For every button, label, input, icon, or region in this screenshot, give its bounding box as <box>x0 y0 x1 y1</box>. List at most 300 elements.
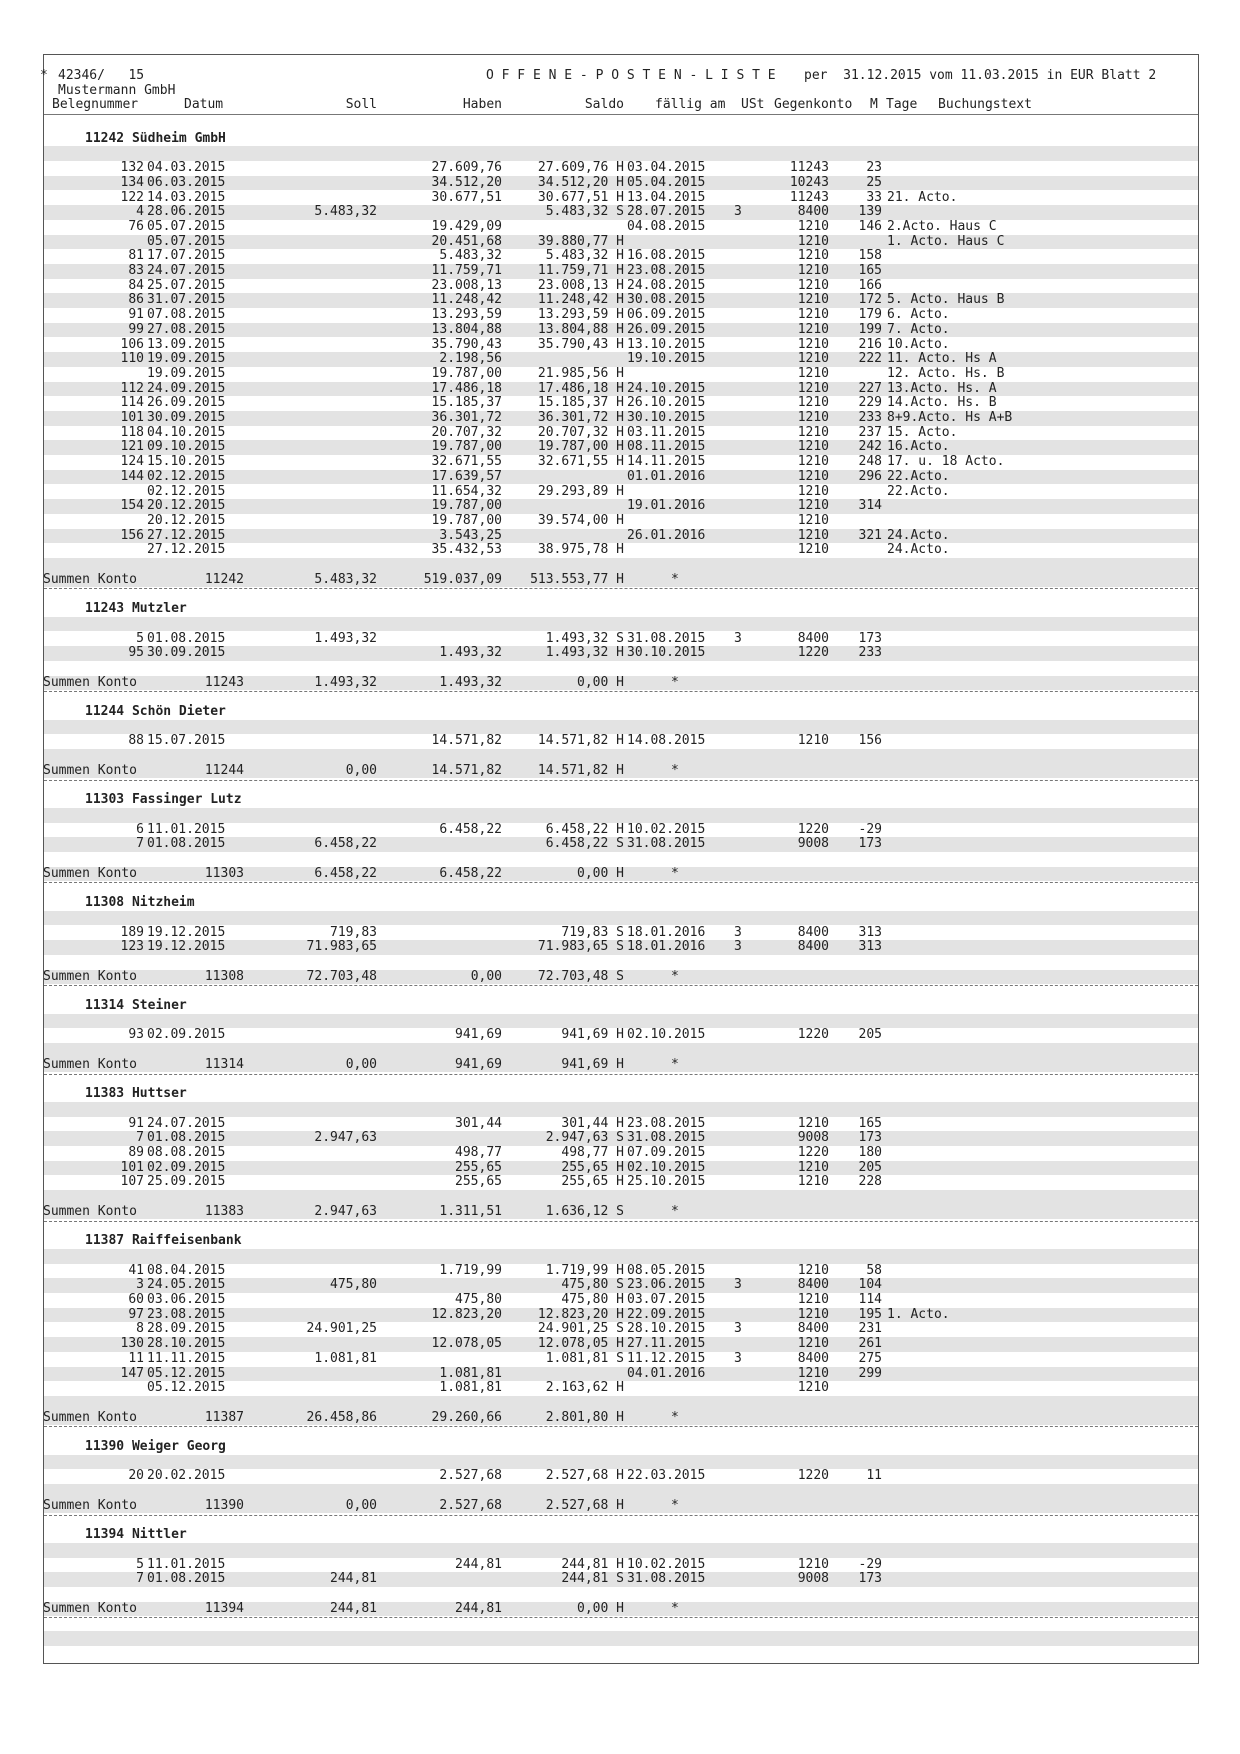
header-mark: * <box>40 68 48 83</box>
cell-datum: 11.01.2015 <box>147 821 226 837</box>
cell-datum: 11.11.2015 <box>147 1350 226 1366</box>
cell-gegenkonto: 1210 <box>797 1174 829 1190</box>
cell-beleg: 93 <box>128 1027 144 1043</box>
report-sheet <box>40 54 1199 1664</box>
cell-haben: 12.823,20 <box>431 1306 502 1322</box>
cell-beleg: 101 <box>120 410 144 425</box>
header-rule <box>44 114 1198 115</box>
cell-gegenkonto: 8400 <box>797 630 829 646</box>
cell-faellig: 28.07.2015 <box>627 204 706 220</box>
account-title: 11387 Raiffeisenbank <box>85 1233 242 1249</box>
cell-datum: 27.12.2015 <box>147 542 226 558</box>
cell-saldo: 11.248,42 H <box>537 292 624 308</box>
cell-saldo: 35.790,43 H <box>537 336 624 352</box>
cell-text: 1. Acto. <box>887 1306 950 1322</box>
cell-text: 1. Acto. Haus C <box>887 233 1005 249</box>
cell-saldo: 475,80 S <box>561 1277 624 1293</box>
cell-haben: 13.293,59 <box>431 307 502 323</box>
sum-star: * <box>671 1056 679 1072</box>
cell-datum: 01.08.2015 <box>147 1130 226 1146</box>
cell-soll: 71.983,65 <box>306 939 377 955</box>
cell-beleg: 107 <box>120 1174 144 1190</box>
cell-tage: 165 <box>858 1115 882 1131</box>
sum-konto: 11394 <box>204 1600 244 1616</box>
sum-haben: 519.037,09 <box>423 571 502 587</box>
cell-text: 13.Acto. Hs. A <box>887 380 997 396</box>
sum-saldo: 0,00 H <box>577 865 624 881</box>
sum-saldo: 0,00 H <box>577 1600 624 1616</box>
cell-haben: 20.451,68 <box>431 233 502 249</box>
cell-datum: 25.09.2015 <box>147 1174 226 1190</box>
cell-tage: 261 <box>858 1336 882 1352</box>
cell-haben: 244,81 <box>455 1556 502 1572</box>
cell-datum: 23.08.2015 <box>147 1306 226 1322</box>
cell-beleg: 124 <box>120 454 144 470</box>
cell-saldo: 255,65 H <box>561 1174 624 1190</box>
sum-star: * <box>671 571 679 587</box>
cell-text: 6. Acto. <box>887 307 950 323</box>
cell-text: 22.Acto. <box>887 468 950 484</box>
cell-saldo: 21.985,56 H <box>537 365 624 381</box>
cell-gegenkonto: 1210 <box>797 542 829 558</box>
cell-tage: 275 <box>858 1350 882 1366</box>
cell-datum: 13.09.2015 <box>147 336 226 352</box>
cell-faellig: 30.08.2015 <box>627 292 706 308</box>
cell-datum: 15.10.2015 <box>147 454 226 470</box>
cell-faellig: 08.05.2015 <box>627 1262 706 1278</box>
cell-text: 24.Acto. <box>887 527 950 543</box>
account-separator <box>44 985 1198 986</box>
cell-gegenkonto: 1210 <box>797 1556 829 1572</box>
account-separator <box>44 1074 1198 1075</box>
cell-datum: 02.09.2015 <box>147 1027 226 1043</box>
sum-label: Summen Konto <box>43 571 137 587</box>
cell-tage: 23 <box>866 160 882 176</box>
cell-tage: 231 <box>858 1321 882 1337</box>
sum-haben: 941,69 <box>455 1056 502 1072</box>
cell-gegenkonto: 11243 <box>789 189 829 205</box>
cell-haben: 35.432,53 <box>431 542 502 558</box>
cell-beleg: 144 <box>120 468 144 484</box>
sum-label: Summen Konto <box>43 1056 137 1072</box>
cell-faellig: 18.01.2016 <box>627 924 706 940</box>
cell-beleg: 121 <box>120 439 144 455</box>
cell-ust: 3 <box>734 1321 742 1337</box>
cell-beleg: 156 <box>120 527 144 543</box>
cell-haben: 36.301,72 <box>431 410 502 425</box>
cell-gegenkonto: 1210 <box>797 307 829 323</box>
cell-datum: 28.09.2015 <box>147 1321 226 1337</box>
sum-soll: 0,00 <box>345 1056 377 1072</box>
cell-faellig: 14.08.2015 <box>627 733 706 749</box>
cell-faellig: 10.02.2015 <box>627 821 706 837</box>
sum-star: * <box>671 968 679 984</box>
cell-faellig: 26.09.2015 <box>627 321 706 337</box>
cell-gegenkonto: 1210 <box>797 424 829 440</box>
cell-datum: 20.12.2015 <box>147 498 226 514</box>
cell-tage: -29 <box>858 1556 882 1572</box>
cell-datum: 28.06.2015 <box>147 204 226 220</box>
cell-beleg: 41 <box>128 1262 144 1278</box>
cell-datum: 14.03.2015 <box>147 189 226 205</box>
sum-label: Summen Konto <box>43 1409 137 1425</box>
cell-datum: 01.08.2015 <box>147 836 226 852</box>
sum-star: * <box>671 865 679 881</box>
sum-label: Summen Konto <box>43 674 137 690</box>
cell-datum: 19.09.2015 <box>147 365 226 381</box>
sum-soll: 72.703,48 <box>306 968 377 984</box>
cell-faellig: 11.12.2015 <box>627 1350 706 1366</box>
cell-haben: 11.654,32 <box>431 483 502 499</box>
cell-haben: 3.543,25 <box>439 527 502 543</box>
sum-label: Summen Konto <box>43 1600 137 1616</box>
cell-saldo: 498,77 H <box>561 1145 624 1160</box>
cell-beleg: 189 <box>120 924 144 940</box>
cell-datum: 27.12.2015 <box>147 527 226 543</box>
cell-beleg: 7 <box>136 1130 144 1146</box>
cell-faellig: 24.08.2015 <box>627 277 706 293</box>
cell-beleg: 20 <box>128 1468 144 1484</box>
cell-text: 11. Acto. Hs A <box>887 351 997 367</box>
cell-saldo: 1.081,81 S <box>545 1350 624 1366</box>
cell-saldo: 6.458,22 H <box>545 821 624 837</box>
cell-tage: 146 <box>858 218 882 234</box>
row-stripe <box>44 1014 1198 1029</box>
cell-beleg: 86 <box>128 292 144 308</box>
cell-haben: 17.639,57 <box>431 468 502 484</box>
account-separator <box>44 588 1198 589</box>
cell-faellig: 04.08.2015 <box>627 218 706 234</box>
sum-star: * <box>671 674 679 690</box>
cell-haben: 2.527,68 <box>439 1468 502 1484</box>
account-title: 11314 Steiner <box>85 998 187 1013</box>
cell-saldo: 475,80 H <box>561 1292 624 1307</box>
cell-saldo: 32.671,55 H <box>537 454 624 470</box>
cell-datum: 02.09.2015 <box>147 1159 226 1175</box>
cell-gegenkonto: 1210 <box>797 1380 829 1396</box>
cell-haben: 23.008,13 <box>431 277 502 293</box>
cell-faellig: 31.08.2015 <box>627 630 706 646</box>
cell-datum: 24.09.2015 <box>147 380 226 396</box>
cell-haben: 14.571,82 <box>431 733 502 749</box>
cell-datum: 01.08.2015 <box>147 630 226 646</box>
client-number: 42346/ 15 <box>58 68 145 83</box>
row-stripe <box>44 1396 1198 1411</box>
cell-saldo: 5.483,32 H <box>545 248 624 264</box>
cell-saldo: 30.677,51 H <box>537 189 624 205</box>
cell-beleg: 83 <box>128 263 144 278</box>
cell-tage: 172 <box>858 292 882 308</box>
cell-faellig: 30.10.2015 <box>627 410 706 425</box>
cell-tage: 233 <box>858 410 882 425</box>
cell-gegenkonto: 8400 <box>797 1277 829 1293</box>
col-saldo: Saldo <box>584 97 624 112</box>
sum-saldo: 14.571,82 H <box>537 762 624 778</box>
cell-saldo: 719,83 S <box>561 924 624 940</box>
cell-text: 22.Acto. <box>887 483 950 499</box>
cell-gegenkonto: 1210 <box>797 336 829 352</box>
cell-tage: 11 <box>866 1468 882 1484</box>
cell-gegenkonto: 9008 <box>797 836 829 852</box>
sum-konto: 11243 <box>204 674 244 690</box>
cell-saldo: 1.493,32 S <box>545 630 624 646</box>
cell-gegenkonto: 1210 <box>797 1159 829 1175</box>
cell-datum: 30.09.2015 <box>147 645 226 661</box>
cell-beleg: 154 <box>120 498 144 514</box>
cell-beleg: 99 <box>128 321 144 337</box>
cell-tage: 227 <box>858 380 882 396</box>
cell-gegenkonto: 1210 <box>797 218 829 234</box>
cell-text: 12. Acto. Hs. B <box>887 365 1005 381</box>
account-title: 11390 Weiger Georg <box>85 1439 226 1454</box>
cell-gegenkonto: 1210 <box>797 1365 829 1381</box>
sum-soll: 0,00 <box>345 762 377 778</box>
cell-ust: 3 <box>734 939 742 955</box>
cell-saldo: 2.163,62 H <box>545 1380 624 1396</box>
account-title: 11243 Mutzler <box>85 601 187 617</box>
cell-datum: 04.03.2015 <box>147 160 226 176</box>
cell-ust: 3 <box>734 204 742 220</box>
sum-star: * <box>671 1497 679 1513</box>
sum-star: * <box>671 1409 679 1425</box>
cell-gegenkonto: 8400 <box>797 1350 829 1366</box>
cell-faellig: 25.10.2015 <box>627 1174 706 1190</box>
cell-tage: 229 <box>858 395 882 411</box>
cell-tage: 242 <box>858 439 882 455</box>
cell-haben: 11.248,42 <box>431 292 502 308</box>
sum-soll: 244,81 <box>330 1600 377 1616</box>
cell-datum: 06.03.2015 <box>147 174 226 190</box>
cell-text: 17. u. 18 Acto. <box>887 454 1005 470</box>
cell-faellig: 19.10.2015 <box>627 351 706 367</box>
cell-datum: 05.07.2015 <box>147 218 226 234</box>
cell-haben: 32.671,55 <box>431 454 502 470</box>
cell-saldo: 38.975,78 H <box>537 542 624 558</box>
sum-konto: 11314 <box>204 1056 244 1072</box>
cell-datum: 17.07.2015 <box>147 248 226 264</box>
cell-gegenkonto: 1210 <box>797 410 829 425</box>
cell-faellig: 03.04.2015 <box>627 160 706 176</box>
cell-tage: 25 <box>866 174 882 190</box>
cell-faellig: 23.08.2015 <box>627 1115 706 1131</box>
sum-haben: 6.458,22 <box>439 865 502 881</box>
cell-datum: 05.12.2015 <box>147 1380 226 1396</box>
cell-gegenkonto: 8400 <box>797 1321 829 1337</box>
cell-gegenkonto: 8400 <box>797 204 829 220</box>
cell-gegenkonto: 1210 <box>797 1336 829 1352</box>
cell-gegenkonto: 1220 <box>797 1145 829 1160</box>
cell-beleg: 8 <box>136 1321 144 1337</box>
account-title: 11242 Südheim GmbH <box>85 130 226 146</box>
cell-tage: 139 <box>858 204 882 220</box>
cell-beleg: 118 <box>120 424 144 440</box>
cell-faellig: 24.10.2015 <box>627 380 706 396</box>
sum-haben: 2.527,68 <box>439 1497 502 1513</box>
cell-datum: 07.08.2015 <box>147 307 226 323</box>
cell-beleg: 130 <box>120 1336 144 1352</box>
cell-soll: 5.483,32 <box>314 204 377 220</box>
cell-tage: 313 <box>858 924 882 940</box>
cell-beleg: 89 <box>128 1145 144 1160</box>
cell-gegenkonto: 1210 <box>797 527 829 543</box>
cell-text: 8+9.Acto. Hs A+B <box>887 410 1013 425</box>
cell-saldo: 14.571,82 H <box>537 733 624 749</box>
cell-gegenkonto: 1210 <box>797 263 829 278</box>
report-info: per 31.12.2015 vom 11.03.2015 in EUR Blatt 2 <box>804 68 1157 83</box>
row-stripe <box>44 1631 1198 1646</box>
cell-gegenkonto: 1210 <box>797 1115 829 1131</box>
cell-soll: 244,81 <box>330 1571 377 1587</box>
cell-tage: 228 <box>858 1174 882 1190</box>
cell-saldo: 941,69 H <box>561 1027 624 1043</box>
cell-faellig: 16.08.2015 <box>627 248 706 264</box>
cell-haben: 13.804,88 <box>431 321 502 337</box>
cell-faellig: 30.10.2015 <box>627 645 706 661</box>
row-stripe <box>44 146 1198 161</box>
report-title: O F F E N E - P O S T E N - L I S T E <box>486 68 776 83</box>
cell-tage: 166 <box>858 277 882 293</box>
cell-ust: 3 <box>734 1277 742 1293</box>
account-title: 11308 Nitzheim <box>85 895 195 911</box>
cell-gegenkonto: 1210 <box>797 483 829 499</box>
cell-faellig: 02.10.2015 <box>627 1027 706 1043</box>
cell-tage: 199 <box>858 321 882 337</box>
cell-soll: 719,83 <box>330 924 377 940</box>
row-stripe <box>44 558 1198 573</box>
cell-faellig: 31.08.2015 <box>627 836 706 852</box>
cell-haben: 5.483,32 <box>439 248 502 264</box>
cell-faellig: 27.11.2015 <box>627 1336 706 1352</box>
cell-gegenkonto: 1220 <box>797 1468 829 1484</box>
cell-datum: 05.07.2015 <box>147 233 226 249</box>
cell-gegenkonto: 1210 <box>797 439 829 455</box>
cell-faellig: 26.10.2015 <box>627 395 706 411</box>
cell-gegenkonto: 1210 <box>797 498 829 514</box>
cell-gegenkonto: 1210 <box>797 380 829 396</box>
cell-gegenkonto: 1210 <box>797 512 829 528</box>
sum-haben: 1.493,32 <box>439 674 502 690</box>
cell-gegenkonto: 1220 <box>797 821 829 837</box>
cell-gegenkonto: 11243 <box>789 160 829 176</box>
sum-soll: 1.493,32 <box>314 674 377 690</box>
sum-star: * <box>671 1600 679 1616</box>
cell-haben: 2.198,56 <box>439 351 502 367</box>
cell-datum: 05.12.2015 <box>147 1365 226 1381</box>
cell-beleg: 147 <box>120 1365 144 1381</box>
cell-haben: 498,77 <box>455 1145 502 1160</box>
cell-tage: 233 <box>858 645 882 661</box>
cell-text: 15. Acto. <box>887 424 958 440</box>
cell-faellig: 23.08.2015 <box>627 263 706 278</box>
row-stripe <box>44 1455 1198 1470</box>
sum-konto: 11303 <box>204 865 244 881</box>
cell-faellig: 05.04.2015 <box>627 174 706 190</box>
cell-gegenkonto: 1210 <box>797 733 829 749</box>
sum-haben: 244,81 <box>455 1600 502 1616</box>
cell-saldo: 29.293,89 H <box>537 483 624 499</box>
col-haben: Haben <box>462 97 502 112</box>
cell-saldo: 39.574,00 H <box>537 512 624 528</box>
cell-gegenkonto: 1210 <box>797 233 829 249</box>
cell-beleg: 106 <box>120 336 144 352</box>
cell-beleg: 101 <box>120 1159 144 1175</box>
account-separator <box>44 780 1198 781</box>
cell-faellig: 07.09.2015 <box>627 1145 706 1160</box>
cell-saldo: 39.880,77 H <box>537 233 624 249</box>
cell-tage: 158 <box>858 248 882 264</box>
cell-haben: 941,69 <box>455 1027 502 1043</box>
sum-konto: 11308 <box>204 968 244 984</box>
cell-beleg: 4 <box>136 204 144 220</box>
cell-gegenkonto: 8400 <box>797 924 829 940</box>
cell-faellig: 06.09.2015 <box>627 307 706 323</box>
cell-beleg: 3 <box>136 1277 144 1293</box>
col-soll: Soll <box>345 97 377 112</box>
cell-faellig: 14.11.2015 <box>627 454 706 470</box>
cell-beleg: 5 <box>136 630 144 646</box>
cell-faellig: 22.09.2015 <box>627 1306 706 1322</box>
cell-beleg: 84 <box>128 277 144 293</box>
cell-datum: 24.07.2015 <box>147 263 226 278</box>
cell-beleg: 60 <box>128 1292 144 1307</box>
sum-konto: 11387 <box>204 1409 244 1425</box>
cell-haben: 15.185,37 <box>431 395 502 411</box>
sum-konto: 11383 <box>204 1203 244 1219</box>
account-separator <box>44 882 1198 883</box>
col-ust: USt <box>741 97 765 112</box>
cell-datum: 19.09.2015 <box>147 351 226 367</box>
cell-tage: 248 <box>858 454 882 470</box>
cell-haben: 27.609,76 <box>431 160 502 176</box>
cell-saldo: 34.512,20 H <box>537 174 624 190</box>
cell-text: 16.Acto. <box>887 439 950 455</box>
cell-haben: 17.486,18 <box>431 380 502 396</box>
row-stripe <box>44 911 1198 926</box>
cell-saldo: 244,81 H <box>561 1556 624 1572</box>
cell-faellig: 02.10.2015 <box>627 1159 706 1175</box>
cell-beleg: 91 <box>128 307 144 323</box>
cell-text: 24.Acto. <box>887 542 950 558</box>
cell-faellig: 31.08.2015 <box>627 1571 706 1587</box>
cell-saldo: 17.486,18 H <box>537 380 624 396</box>
cell-datum: 28.10.2015 <box>147 1336 226 1352</box>
cell-saldo: 12.823,20 H <box>537 1306 624 1322</box>
cell-haben: 11.759,71 <box>431 263 502 278</box>
cell-tage: 321 <box>858 527 882 543</box>
cell-tage: 33 <box>866 189 882 205</box>
cell-gegenkonto: 9008 <box>797 1130 829 1146</box>
col-belegnummer: Belegnummer <box>52 97 139 112</box>
row-stripe <box>44 1190 1198 1205</box>
sum-saldo: 513.553,77 H <box>530 571 624 587</box>
cell-saldo: 1.719,99 H <box>545 1262 624 1278</box>
cell-haben: 19.429,09 <box>431 218 502 234</box>
cell-datum: 11.01.2015 <box>147 1556 226 1572</box>
cell-haben: 1.493,32 <box>439 645 502 661</box>
cell-saldo: 19.787,00 H <box>537 439 624 455</box>
cell-gegenkonto: 10243 <box>789 174 829 190</box>
cell-soll: 6.458,22 <box>314 836 377 852</box>
col-gegenkonto: Gegenkonto <box>774 97 853 112</box>
cell-text: 2.Acto. Haus C <box>887 218 997 234</box>
row-stripe <box>44 1543 1198 1558</box>
cell-haben: 1.719,99 <box>439 1262 502 1278</box>
cell-datum: 02.12.2015 <box>147 483 226 499</box>
cell-saldo: 301,44 H <box>561 1115 624 1131</box>
cell-gegenkonto: 1210 <box>797 365 829 381</box>
cell-datum: 19.12.2015 <box>147 924 226 940</box>
cell-datum: 20.02.2015 <box>147 1468 226 1484</box>
